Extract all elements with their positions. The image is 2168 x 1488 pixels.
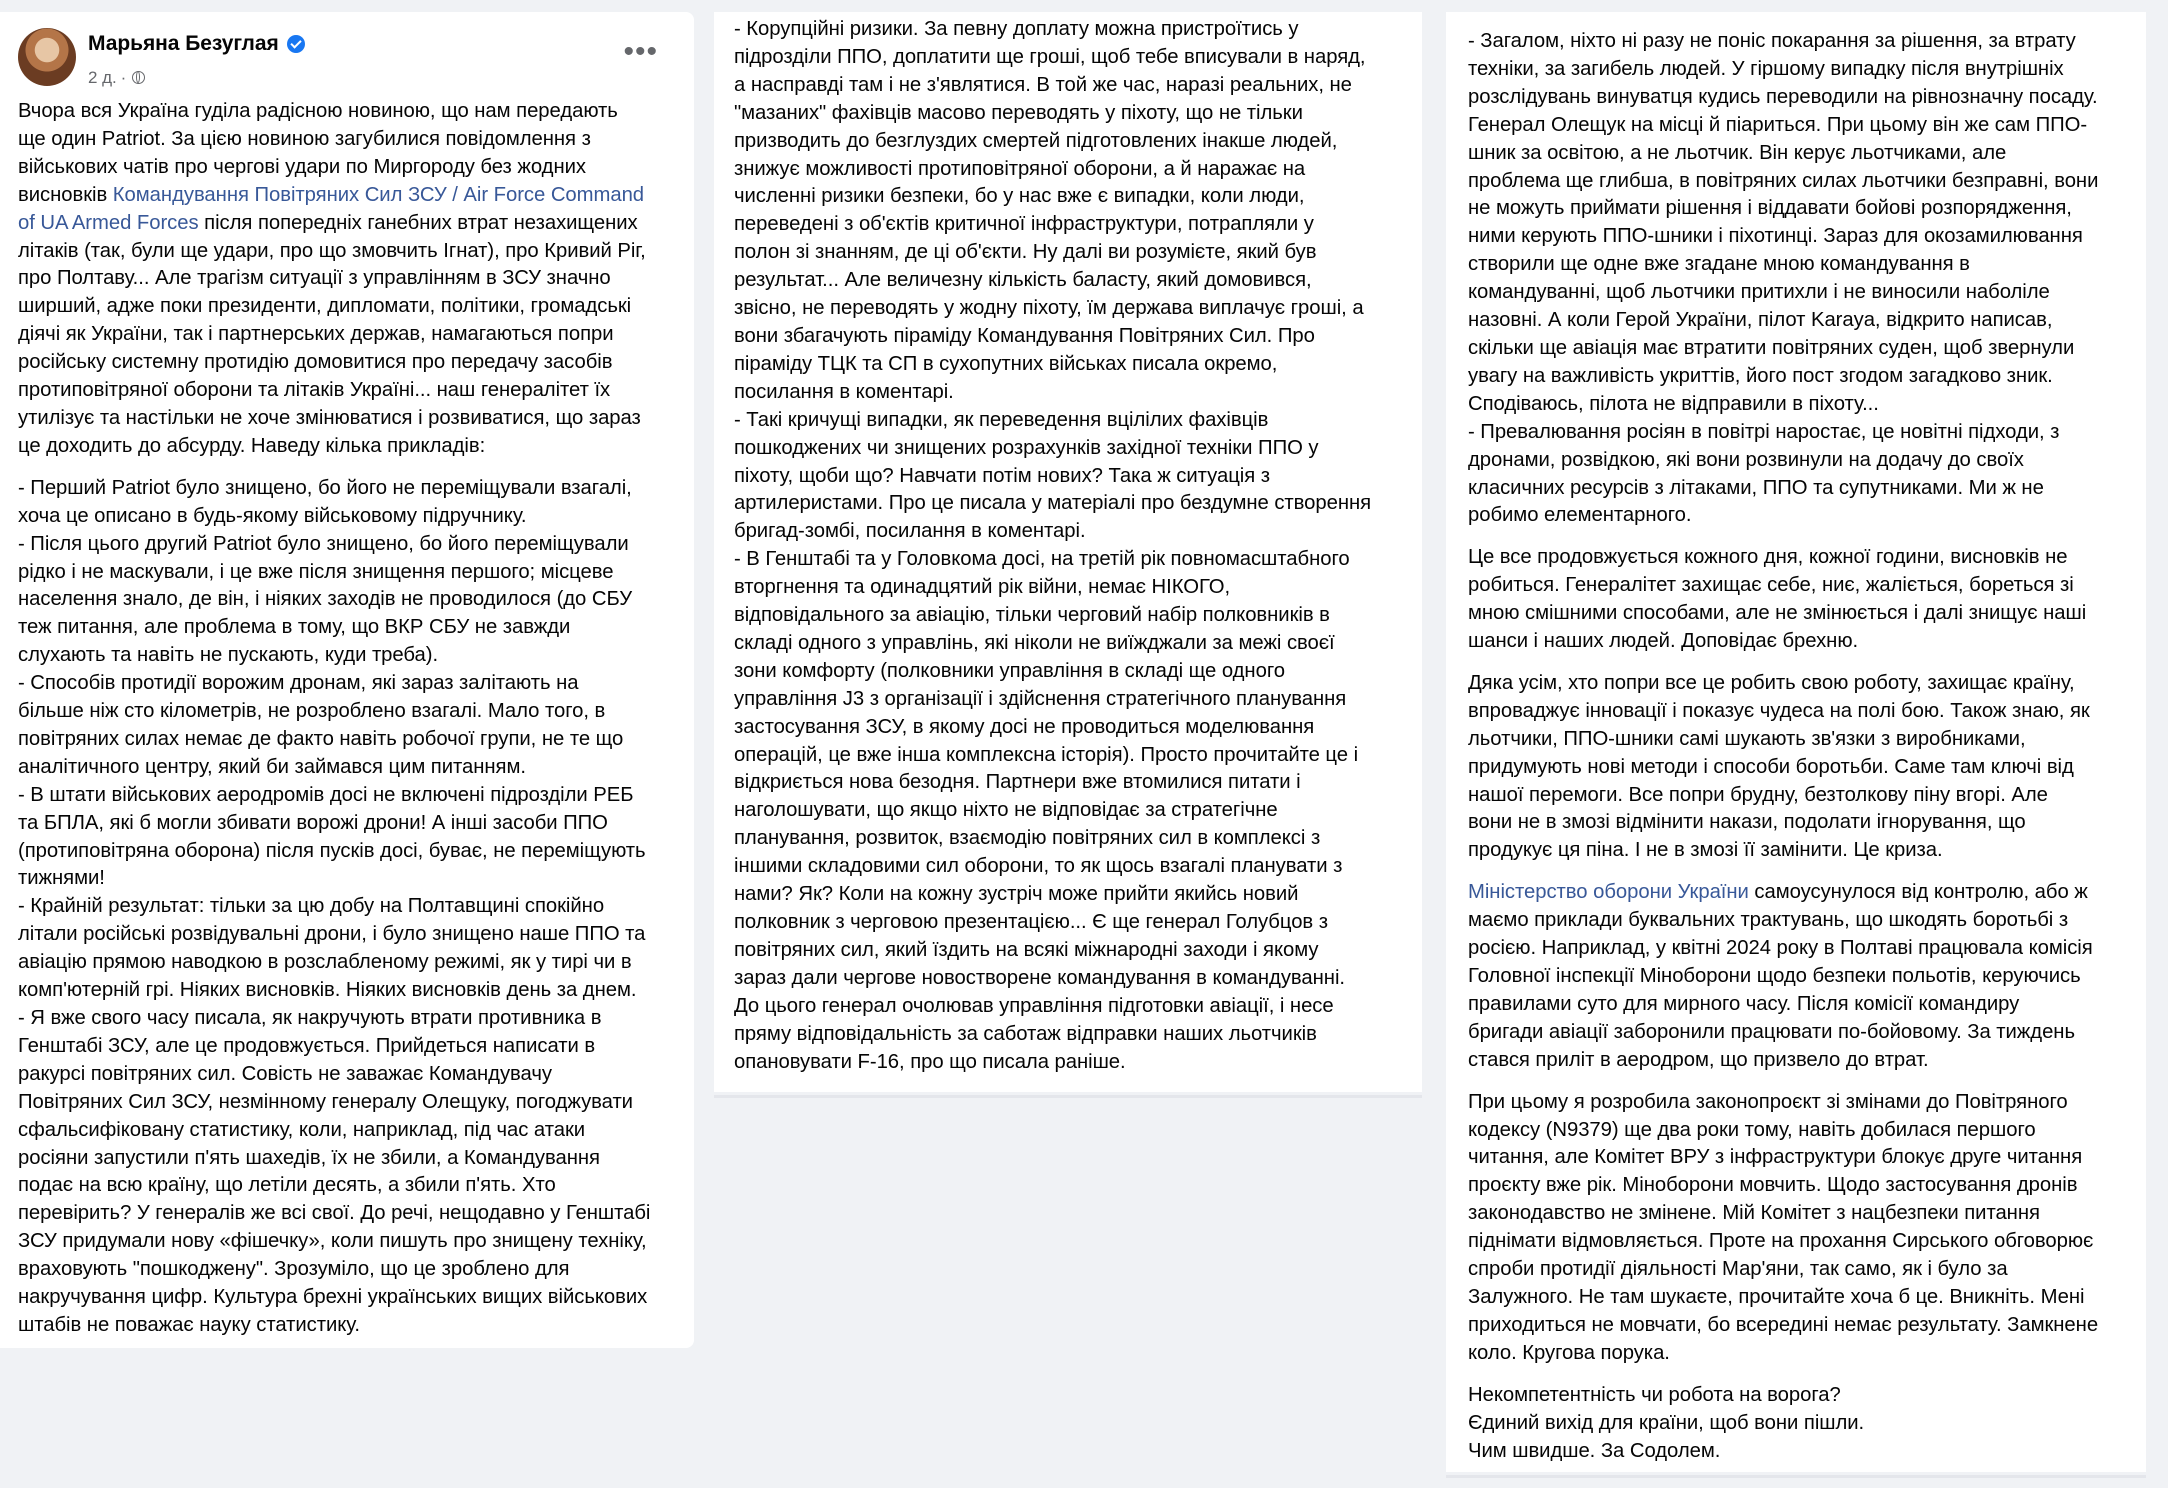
text-line: результат... Але величезну кількість баласту, який домовився, [734,269,1312,292]
text-line: враховують "пошкоджену". Зрозуміло, що це зроблено для [18,1258,570,1281]
text-line: наголошувати, що якщо ніхто не відповідає за стратегічне [734,799,1278,822]
text-line: робимо елементарного. [1468,504,1692,527]
text-line: назовні. А коли Герой України, пілот Karaya, відкрито написав, [1468,309,2053,332]
post-text-column-3 [1468,12,2128,1465]
text-line: читання, але Комітет ВРУ з інфраструктури блокує друге читання [1468,1146,2083,1169]
text-line: кодексу (N9379) ще два роки тому, навіть добилася першого [1468,1118,2036,1141]
text-line: відповідального за авіацію, тільки черговий набір полковників в [734,604,1330,627]
text-line: ракурсі повітряних сил. Совість не заважає Командувачу [18,1062,552,1085]
text-line: призводить до безглуздих смертей підготовлених інакше людей, [734,129,1338,152]
text-line: опановувати F-16, про що писала раніше. [734,1050,1126,1073]
text-line: Вчора вся Україна гуділа радісною новиною, що нам передають [18,100,618,122]
text-line: вони збагачують піраміду Командування Повітряних Сил. Про [734,324,1315,347]
text-line: теж питання, але проблема в тому, що ВКР СБУ не завжди [18,616,571,639]
text-line: - В Генштабі та у Головкома досі, на третій рік повномасштабного [734,548,1350,571]
text-line: Дяка усім, хто попри все це робить свою роботу, захищає країну, [1468,671,2075,694]
text-line: операцій, це вже інша комплексна історія). Просто прочитайте це і [734,743,1359,766]
text-line: хоча це описано в будь-якому військовому підручнику. [18,504,527,527]
text-line: населення знало, де він, і ніяких заходів не проводилося (до СБУ [18,588,633,611]
globe-icon [132,71,145,84]
text-line: мною смішними способами, але не змінюється і далі знищує наші [1468,602,2087,625]
text-line: вторгнення та одинадцятий рік війни, немає НІКОГО, [734,576,1231,599]
text-line: полон зі знанням, де ці об'єкти. Ну далі ви розумієте, який був [734,241,1317,264]
text-line: До цього генерал очолював управління підготовки авіації, і несе [734,994,1334,1017]
text-line: росією. Наприклад, у квітні 2024 року в Полтаві працювала комісія [1468,937,2093,960]
text-line: зараз дали чергове новостворене командування в командуванні. [734,966,1345,989]
text-line [18,182,676,210]
text-line: бригади авіації заборонили працювати по-бойовому. За тиждень [1468,1020,2075,1043]
text-line: це доходить до абсурду. Наведу кілька прикладів: [18,434,486,457]
text-line: аналітичного центру, який би займався цим питанням. [18,755,526,778]
post-paragraph [18,475,676,1340]
text-line: коло. Кругова порука. [1468,1341,1670,1364]
text-line: піднімати відмовляється. Проте на прохання Сирського обговорює [1468,1230,2094,1253]
meta-separator: · [120,68,127,87]
verified-badge-icon [287,35,305,53]
text-line: Повітряних Сил ЗСУ, незмінному генералу Олещуку, погоджувати [18,1090,633,1113]
text-line: шанси і наших людей. Доповідає брехню. [1468,630,1859,653]
text-line: Некомпетентність чи робота на ворога? [1468,1383,1841,1406]
text-line: льотчики, ППО-шники самі шукають зв'язки з виробниками, [1468,727,2026,750]
text-line: - Загалом, ніхто ні разу не поніс покарання за рішення, за втрату [1468,30,2076,52]
post-paragraph [1468,544,2128,656]
text-line: - Способів протидії ворожим дронам, які зараз залітають на [18,672,579,695]
text-line: більше ніж сто кілометрів, не розроблено взагалі. Мало того, в [18,700,606,723]
page-mention-link[interactable]: of UA Armed Forces [18,211,199,234]
post-text-column-1 [18,98,676,1340]
page-mention-link[interactable]: Міністерство оборони України [1468,881,1749,904]
text-line: - В штати військових аеродромів досі не включені підрозділи РЕБ [18,783,634,806]
text-segment: самоусунулося від контролю, або ж [1748,881,2088,904]
text-line: стався приліт в аеродром, що призвело до втрат. [1468,1048,1929,1071]
post-timestamp[interactable]: 2 д. [88,68,117,87]
text-line: (протиповітряна оборона) після пусків досі, буває, не переміщують [18,839,646,862]
text-line: ЗСУ придумали нову «фішечку», коли пишуть про знищену техніку, [18,1230,647,1253]
text-line: - Корупційні ризики. За певну доплату можна пристроїтись у [734,18,1299,40]
text-line: комп'ютерній грі. Ніяких висновків. Ніяких висновків день за днем. [18,979,637,1002]
text-line: вони не в змозі відмінити накази, подолати ігнорування, що [1468,811,2026,834]
text-line: Це все продовжується кожного дня, кожної години, висновків не [1468,546,2068,569]
text-line: продукує ця піна. І не в змозі її замінити. Це криза. [1468,839,1943,862]
text-line: не можуть приймати рішення і віддавати бойові розпорядження, [1468,197,2072,220]
text-line: застосування ЗСУ, в якому досі не проводиться моделювання [734,715,1315,738]
text-line: впроваджує інновації і показує чудеса на полі бою. Також знаю, як [1468,699,2090,722]
post-paragraph [1468,1382,2128,1466]
text-line: авіацію прямою наводкою в розслабленому режимі, як у тирі чи в [18,951,632,974]
text-line: Генштабі ЗСУ, але це продовжується. Прийдеться написати в [18,1034,596,1057]
text-line: техніки, за загибель людей. У гіршому випадку після внутрішніх [1468,57,2064,80]
text-line: складі одного з управлінь, які ніколи не виїжджали за межі своєї [734,631,1335,654]
text-line: законодавство не змінене. Мій Комітет з нацбезпеки питання [1468,1202,2040,1225]
post-text-column-2 [734,12,1402,1076]
text-line: Чим швидше. За Содолем. [1468,1439,1721,1462]
text-line: скільки ще авіація має втратити повітряних суден, щоб звернули [1468,336,2075,359]
text-line: командуванні, щоб льотчики притихли і не виносили наболіле [1468,281,2050,304]
text-line: придумують нові методи і способи боротьби. Саме там ключі від [1468,755,2074,778]
text-line: - Після цього другий Patriot було знищено, бо його переміщували [18,532,629,555]
more-options-icon[interactable]: ••• [623,35,658,68]
text-line [1468,879,2128,907]
text-line: ще один Patriot. За цією новиною загубилися повідомлення з [18,127,591,150]
text-line: ними керують ППО-шники і піхотинці. Зараз для окозамилювання [1468,225,2083,248]
text-line: посилання в коментарі. [734,380,954,403]
post-paragraph [1468,1089,2128,1368]
text-line: протиповітряної оборони та літаків Україні... наш генералітет їх [18,379,611,402]
text-line: військових чатів про чергові удари по Миргороду без жодних [18,155,586,178]
text-line: дронами, розвідкою, які вони розвинули на додачу до своїх [1468,448,2024,471]
text-line: спроби протидії діяльності Мар'яни, так само, як і було за [1468,1258,2008,1281]
text-line: слухають та навіть не пускають, куди треба). [18,644,439,667]
text-line: пошкоджених чи знищених розрахунків західної техніки ППО у [734,436,1319,459]
text-line: переведені з об'єктів критичної інфраструктури, потрапляли у [734,213,1314,236]
text-line: іншими складовими сил оборони, то як щось взагалі планувати з [734,855,1343,878]
text-line: артилеристами. Про це писала у матеріалі про бездумне створення [734,492,1372,515]
text-line: робиться. Генералітет захищає себе, ниє, жаліється, бореться зі [1468,574,2074,597]
text-line: російську системну протидію домовитися про передачу засобів [18,351,613,374]
post-paragraph [18,98,676,461]
text-line: повітряних силах немає де факто навіть робочої групи, не те що [18,727,624,750]
text-line: Головної інспекції Міноборони щодо безпеки польотів, керуючись [1468,965,2081,987]
text-line: проблема ще глибша, в повітряних силах льотчики безправні, вони [1468,169,2099,192]
text-line: Генерал Олещук на місці й піариться. При цьому він же сам ППО- [1468,113,2088,136]
text-line: планування, розвиток, взаємодію повітряних сил в комплексі з [734,827,1321,850]
text-segment: після попередніх ганебних втрат незахищених [198,211,638,234]
text-line: нашої перемоги. Все попри брудну, безтолкову піну вгорі. Але [1468,783,2048,806]
text-line: тижнями! [18,867,105,890]
text-line: та БПЛА, які б могли збивати ворожі дрони! А інші засоби ППО [18,811,608,834]
text-line: - Такі кричущі випадки, як переведення вцілілих фахівців [734,408,1269,431]
text-line: Єдиний вихід для країни, щоб вони пішли. [1468,1411,1865,1434]
post-panel-left [0,12,694,1348]
author-avatar[interactable] [18,28,76,86]
text-line: рідко і не маскували, і це вже після знищення першого; місцеве [18,560,614,583]
text-line: сфальсифіковану статистику, коли, наприклад, під час атаки [18,1118,586,1141]
text-line: нами? Як? Коли на кожну зустріч може прийти якийсь новий [734,883,1299,906]
text-line: Сподіваюсь, пілота не відправили в піхоту... [1468,392,1879,415]
text-line: Залужного. Не там шукаєте, прочитайте хоча б це. Вникніть. Мені [1468,1285,2085,1308]
text-line: звісно, не переводять у жодну піхоту, їм держава виплачує гроші, а [734,297,1364,320]
text-line: полковник з черговою презентацією... Є ще генерал Голубцов з [734,911,1328,933]
text-line [18,210,676,238]
text-line: численні ризики безпеки, бо у нас вже є випадки, коли люди, [734,185,1305,208]
text-line: літали російські розвідувальні дрони, і було знищено наше ППО та [18,923,646,946]
text-line: створили ще одне вже згадане мною командування в [1468,253,1970,276]
post-paragraph [1468,879,2128,1074]
text-line: приходиться не мовчати, бо всередині немає результату. Замкнене [1468,1313,2099,1336]
post-header [18,20,676,98]
text-line: піхоту, щоби що? Навчати потім нових? Така ж ситуація з [734,464,1271,487]
text-line: - Превалювання росіян в повітрі наростає, це новітні підходи, з [1468,420,2060,443]
text-line: - Перший Patriot було знищено, бо його не переміщували взагалі, [18,476,632,499]
text-line: повітряних сил, який їздить на всякі міжнародні заходи і якому [734,938,1319,961]
text-line: - Я вже свого часу писала, як накручують втрати противника в [18,1007,602,1029]
text-line: знижує можливості протиповітряної оборони, а й наражає на [734,157,1306,180]
text-line: увагу на важливість укриттів, його пост згодом загадково зник. [1468,364,2053,387]
text-line: а насправді там і не з'являтися. В той же час, наразі реальних, не [734,73,1352,96]
text-line: відкриється нова безодня. Партнери вже втомилися питати і [734,771,1301,794]
text-line: росіяни запустили п'ять шахедів, їх не збили, а Командування [18,1146,600,1169]
text-line: бригад-зомбі, посилання в коментарі. [734,520,1086,543]
text-line: зони комфорту (полковники управління в складі ще одного [734,659,1285,682]
text-line: управління J3 з організації і здійснення стратегічного планування [734,687,1347,710]
post-panel-middle [714,12,1422,1092]
text-line: маємо приклади буквальних трактувань, що шкодять боротьбі з [1468,909,2069,932]
text-line: пряму відповідальність за саботаж відправки наших льотчиків [734,1022,1317,1045]
text-line: підрозділи ППО, доплатити ще гроші, щоб тебе вписували в наряд, [734,45,1366,68]
text-line: подає на всю країну, що летіли десять, а збили п'ять. Хто [18,1174,556,1197]
text-line: При цьому я розробила законопроєкт зі змінами до Повітряного [1468,1090,2068,1113]
text-segment: висновків [18,183,113,206]
page-mention-link[interactable]: Командування Повітряних Сил ЗСУ / Air Force Command [112,183,645,206]
author-name[interactable]: Марьяна Безуглая [88,32,279,55]
text-line: перевірить? У генералів же всі свої. До речі, нещодавно у Генштабі [18,1202,651,1225]
text-line: піраміду ТЦК та СП в сухопутних військах писала окремо, [734,352,1278,375]
text-line: шник за освітою, а не льотчик. Він керує льотчиками, але [1468,141,2007,164]
text-line: правилами суто для мирного часу. Після комісії командиру [1468,992,2020,1015]
text-line: класичних ресурсів з літаками, ППО та супутниками. Ми ж не [1468,476,2044,499]
post-paragraph [1468,670,2128,865]
text-line: накручування цифр. Культура брехні українських вищих військових [18,1286,648,1309]
text-line: діячі як України, так і партнерських держав, намагаються попри [18,323,614,346]
text-line: проєкту вже рік. Міноборони мовчить. Щодо застосування дронів [1468,1174,2078,1197]
text-line: - Крайній результат: тільки за цю добу на Полтавщині спокійно [18,895,605,918]
text-line: штабів не поважає науку статистику. [18,1313,360,1336]
text-line: ширший, адже поки президенти, дипломати, політики, громадські [18,295,632,318]
post-paragraph [1468,28,2128,530]
text-line: розслідувань винуватця кудись переводили на рівнозначну посаду. [1468,85,2098,108]
text-line: про Полтаву... Але трагізм ситуації з управлінням в ЗСУ значно [18,267,611,290]
text-line: літаків (так, були ще удари, про що змовчить Ігнат), про Кривий Ріг, [18,239,646,262]
text-line: "мазаних" фахівців масово переводять у піхоту, що не тільки [734,101,1303,124]
text-line: утилізує та настільки не хоче змінюватися і розвиватися, що зараз [18,406,641,429]
post-panel-right [1446,12,2146,1472]
post-paragraph [734,16,1402,1076]
